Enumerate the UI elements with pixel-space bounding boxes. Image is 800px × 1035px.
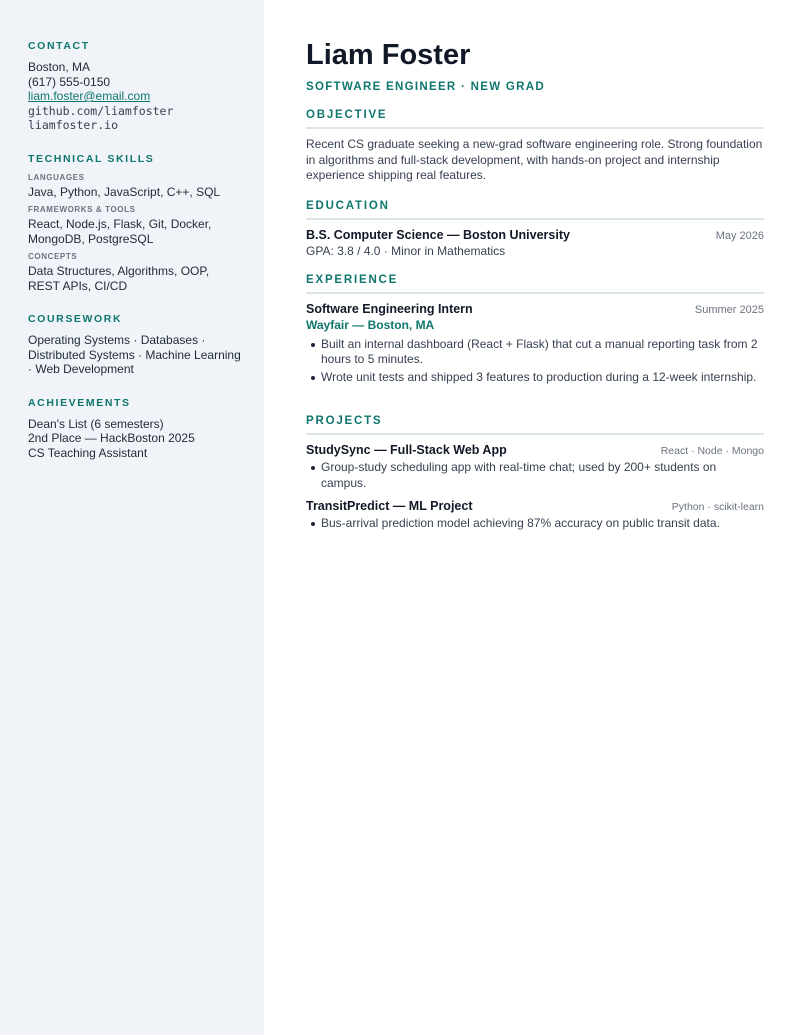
achievements-section xyxy=(28,397,244,461)
education-heading: EDUCATION xyxy=(306,200,764,220)
project-title: TransitPredict — ML Project xyxy=(306,499,473,513)
skills-frameworks-label: FRAMEWORKS & TOOLS xyxy=(28,205,136,214)
achievements-heading: ACHIEVEMENTS xyxy=(28,396,131,409)
contact-website: liamfoster.io xyxy=(28,118,119,132)
education-degree: B.S. Computer Science — Boston University xyxy=(306,227,570,242)
skills-languages-label: LANGUAGES xyxy=(28,172,85,182)
project-item xyxy=(306,499,764,532)
contact-email-link[interactable]: liam.foster@email.com xyxy=(28,89,151,103)
project-title: StudySync — Full-Stack Web App xyxy=(306,443,507,457)
project-tech: React · Node · Mongo xyxy=(660,445,764,457)
objective-heading: OBJECTIVE xyxy=(306,109,764,129)
contact-section xyxy=(28,40,244,133)
skills-concepts: Data Structures, Algorithms, OOP, REST APIs, CI/CD xyxy=(28,264,210,293)
objective-text: Recent CS graduate seeking a new-grad software engineering role. Strong foundation in algorithms and full-stack development, with hands-on project and internship experience shipping real features. xyxy=(306,137,763,182)
achievement-item: CS Teaching Assistant xyxy=(28,445,148,460)
project-bullet: Group-study scheduling app with real-time chat; used by 200+ students on campus. xyxy=(306,460,764,491)
experience-org: Wayfair — Boston, MA xyxy=(306,317,435,332)
coursework-text: Operating Systems · Databases · Distributed Systems · Machine Learning · Web Development xyxy=(28,333,241,376)
project-tech: Python · scikit-learn xyxy=(671,501,764,513)
skills-languages: Java, Python, JavaScript, C++, SQL xyxy=(28,184,221,199)
projects-heading: PROJECTS xyxy=(306,415,764,435)
achievement-item: Dean's List (6 semesters) xyxy=(28,416,164,431)
candidate-name: Liam Foster xyxy=(306,39,471,71)
candidate-role: SOFTWARE ENGINEER · NEW GRAD xyxy=(306,81,545,93)
project-item xyxy=(306,443,764,491)
coursework-section xyxy=(28,313,244,377)
education-detail: GPA: 3.8 / 4.0 · Minor in Mathematics xyxy=(306,243,506,258)
coursework-heading: COURSEWORK xyxy=(28,313,123,325)
skills-heading: TECHNICAL SKILLS xyxy=(28,152,155,165)
main-content xyxy=(306,38,764,540)
contact-location: Boston, MA xyxy=(28,60,91,74)
skills-section xyxy=(28,153,244,294)
skills-concepts-label: CONCEPTS xyxy=(28,252,78,261)
experience-bullet: Built an internal dashboard (React + Flask) that cut a manual reporting task from 2 hours to 5 minutes. xyxy=(306,337,764,368)
contact-github: github.com/liamfoster xyxy=(28,103,174,118)
skills-frameworks: React, Node.js, Flask, Git, Docker, MongoDB, PostgreSQL xyxy=(28,217,212,246)
experience-title: Software Engineering Intern xyxy=(306,301,473,316)
achievement-item: 2nd Place — HackBoston 2025 xyxy=(28,431,195,445)
experience-bullets xyxy=(306,337,764,386)
project-bullet: Bus-arrival prediction model achieving 87% accuracy on public transit data. xyxy=(306,516,764,532)
experience-row xyxy=(306,302,764,316)
sidebar xyxy=(0,0,264,1035)
contact-phone: (617) 555-0150 xyxy=(28,74,111,89)
experience-heading: EXPERIENCE xyxy=(306,274,764,294)
contact-heading: CONTACT xyxy=(28,40,90,52)
experience-date: Summer 2025 xyxy=(694,303,764,316)
education-date: May 2026 xyxy=(715,229,764,242)
experience-bullet: Wrote unit tests and shipped 3 features to production during a 12-week internship. xyxy=(306,370,764,386)
education-row xyxy=(306,228,764,242)
